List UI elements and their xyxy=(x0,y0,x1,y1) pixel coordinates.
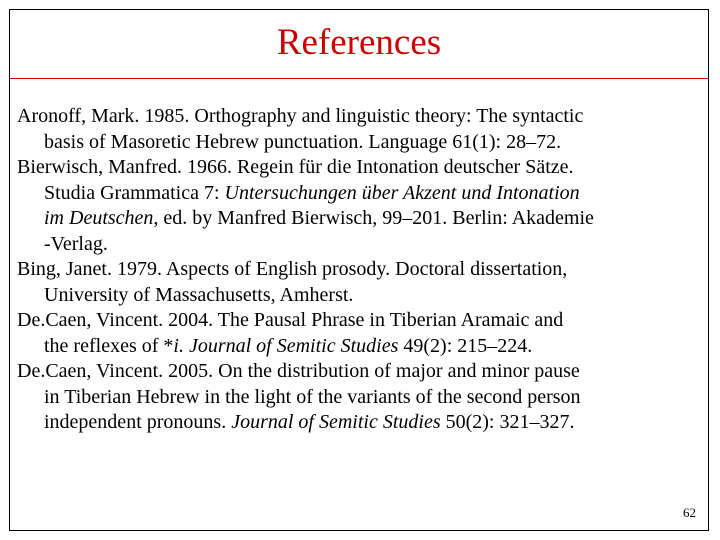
reference-segment: 49(2): 215–224. xyxy=(398,334,533,357)
reference-italic-segment: i. Journal of Semitic Studies xyxy=(173,334,399,357)
reference-segment: basis of Masoretic Hebrew punctuation. Language 61(1): 28–72. xyxy=(44,130,562,153)
reference-list xyxy=(17,104,709,436)
reference-segment: Bing, Janet. 1979. Aspects of English prosody. Doctoral dissertation, xyxy=(17,258,568,280)
reference-italic-segment: Journal of Semitic Studies xyxy=(231,411,441,433)
reference-segment: Bierwisch, Manfred. 1966. Regein für die Intonation deutscher Sätze. xyxy=(17,156,574,178)
reference-segment: the reflexes of * xyxy=(44,334,174,357)
reference-segment: in Tiberian Hebrew in the light of the variants of the second person xyxy=(44,385,581,408)
reference-entry xyxy=(17,104,709,155)
reference-segment: 50(2): 321–327. xyxy=(440,411,575,433)
reference-entry xyxy=(17,155,709,257)
reference-segment: -Verlag. xyxy=(44,232,108,255)
slide-title: References xyxy=(276,22,442,63)
reference-entry xyxy=(17,359,709,436)
reference-segment: Aronoff, Mark. 1985. Orthography and linguistic theory: The syntactic xyxy=(17,105,584,127)
reference-italic-segment: Untersuchungen über Akzent und Intonation xyxy=(224,181,580,204)
title-divider xyxy=(10,78,708,79)
reference-entry xyxy=(17,308,709,359)
reference-entry xyxy=(17,257,709,308)
reference-segment: University of Massachusetts, Amherst. xyxy=(44,283,354,306)
reference-segment: Studia Grammatica 7: xyxy=(44,181,225,204)
reference-italic-segment: im Deutschen xyxy=(44,207,154,229)
reference-segment: independent pronouns. xyxy=(44,411,232,433)
page-number: 62 xyxy=(683,505,696,520)
reference-segment: , ed. by Manfred Bierwisch, 99–201. Berlin: Akademie xyxy=(153,207,594,229)
reference-segment: De.Caen, Vincent. 2004. The Pausal Phrase in Tiberian Aramaic and xyxy=(17,309,564,331)
reference-segment: De.Caen, Vincent. 2005. On the distribution of major and minor pause xyxy=(17,360,580,382)
